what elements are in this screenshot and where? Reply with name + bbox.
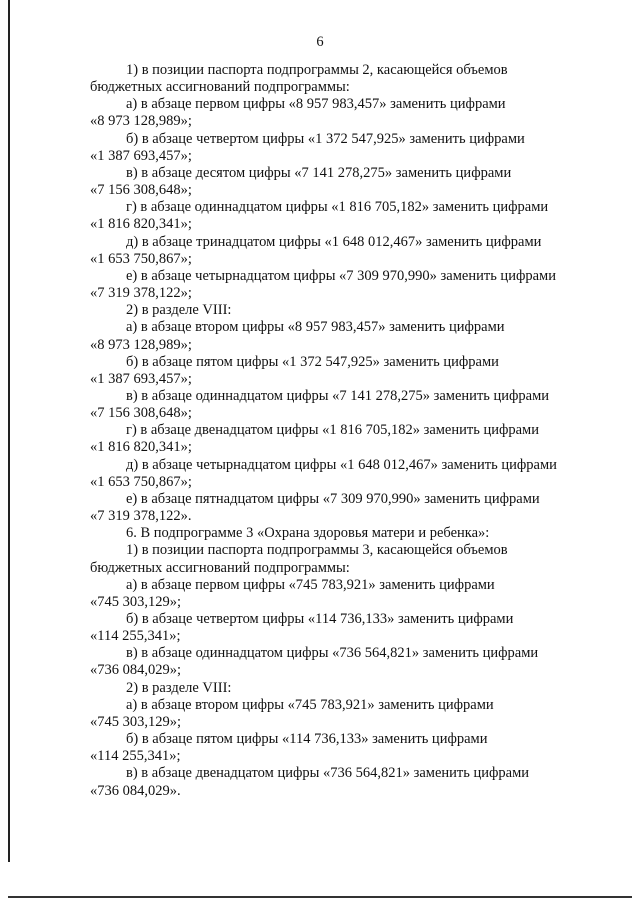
paragraph: б) в абзаце четвертом цифры «114 736,133» заменить цифрами «114 255,341»; [90,611,514,645]
paragraph: д) в абзаце тринадцатом цифры «1 648 012,467» заменить цифрами «1 653 750,867»; [90,233,542,267]
paragraph: в) в абзаце двенадцатом цифры «736 564,821» заменить цифрами «736 084,029». [90,765,530,799]
document-body [90,62,570,800]
paragraph: б) в абзаце пятом цифры «114 736,133» заменить цифрами «114 255,341»; [90,731,488,765]
paragraph: 1) в позиции паспорта подпрограммы 3, касающейся объемов бюджетных ассигнований подпрограммы: [90,542,508,576]
paragraph: в) в абзаце одиннадцатом цифры «736 564,821» заменить цифрами «736 084,029»; [90,645,539,679]
left-margin-rule [8,0,10,862]
paragraph: в) в абзаце одиннадцатом цифры «7 141 278,275» заменить цифрами «7 156 308,648»; [90,387,550,422]
paragraph: а) в абзаце втором цифры «745 783,921» заменить цифрами «745 303,129»; [90,696,494,730]
paragraph: а) в абзаце втором цифры «8 957 983,457» заменить цифрами «8 973 128,989»; [90,319,505,353]
paragraph: г) в абзаце двенадцатом цифры «1 816 705,182» заменить цифрами «1 816 820,341»; [90,422,539,456]
paragraph: г) в абзаце одиннадцатом цифры «1 816 705,182» заменить цифрами «1 816 820,341»; [90,199,549,233]
page-number: 6 [316,34,324,50]
paragraph: е) в абзаце пятнадцатом цифры «7 309 970,990» заменить цифрами «7 319 378,122». [90,490,540,525]
paragraph: б) в абзаце четвертом цифры «1 372 547,925» заменить цифрами «1 387 693,457»; [90,130,525,164]
paragraph: в) в абзаце десятом цифры «7 141 278,275» заменить цифрами «7 156 308,648»; [90,164,512,199]
paragraph: е) в абзаце четырнадцатом цифры «7 309 970,990» заменить цифрами «7 319 378,122»; [90,267,556,302]
paragraph: б) в абзаце пятом цифры «1 372 547,925» заменить цифрами «1 387 693,457»; [90,353,499,387]
paragraph: а) в абзаце первом цифры «745 783,921» заменить цифрами «745 303,129»; [90,576,495,610]
paragraph: 2) в разделе VIII: [126,302,232,319]
paragraph: д) в абзаце четырнадцатом цифры «1 648 012,467» заменить цифрами «1 653 750,867»; [90,456,557,490]
bottom-rule [8,896,632,898]
paragraph: 2) в разделе VIII: [126,679,232,696]
paragraph: 1) в позиции паспорта подпрограммы 2, касающейся объемов бюджетных ассигнований подпрограммы: [90,62,508,96]
paragraph: 6. В подпрограмме 3 «Охрана здоровья матери и ребенка»: [126,525,490,542]
paragraph: а) в абзаце первом цифры «8 957 983,457» заменить цифрами «8 973 128,989»; [90,96,506,130]
